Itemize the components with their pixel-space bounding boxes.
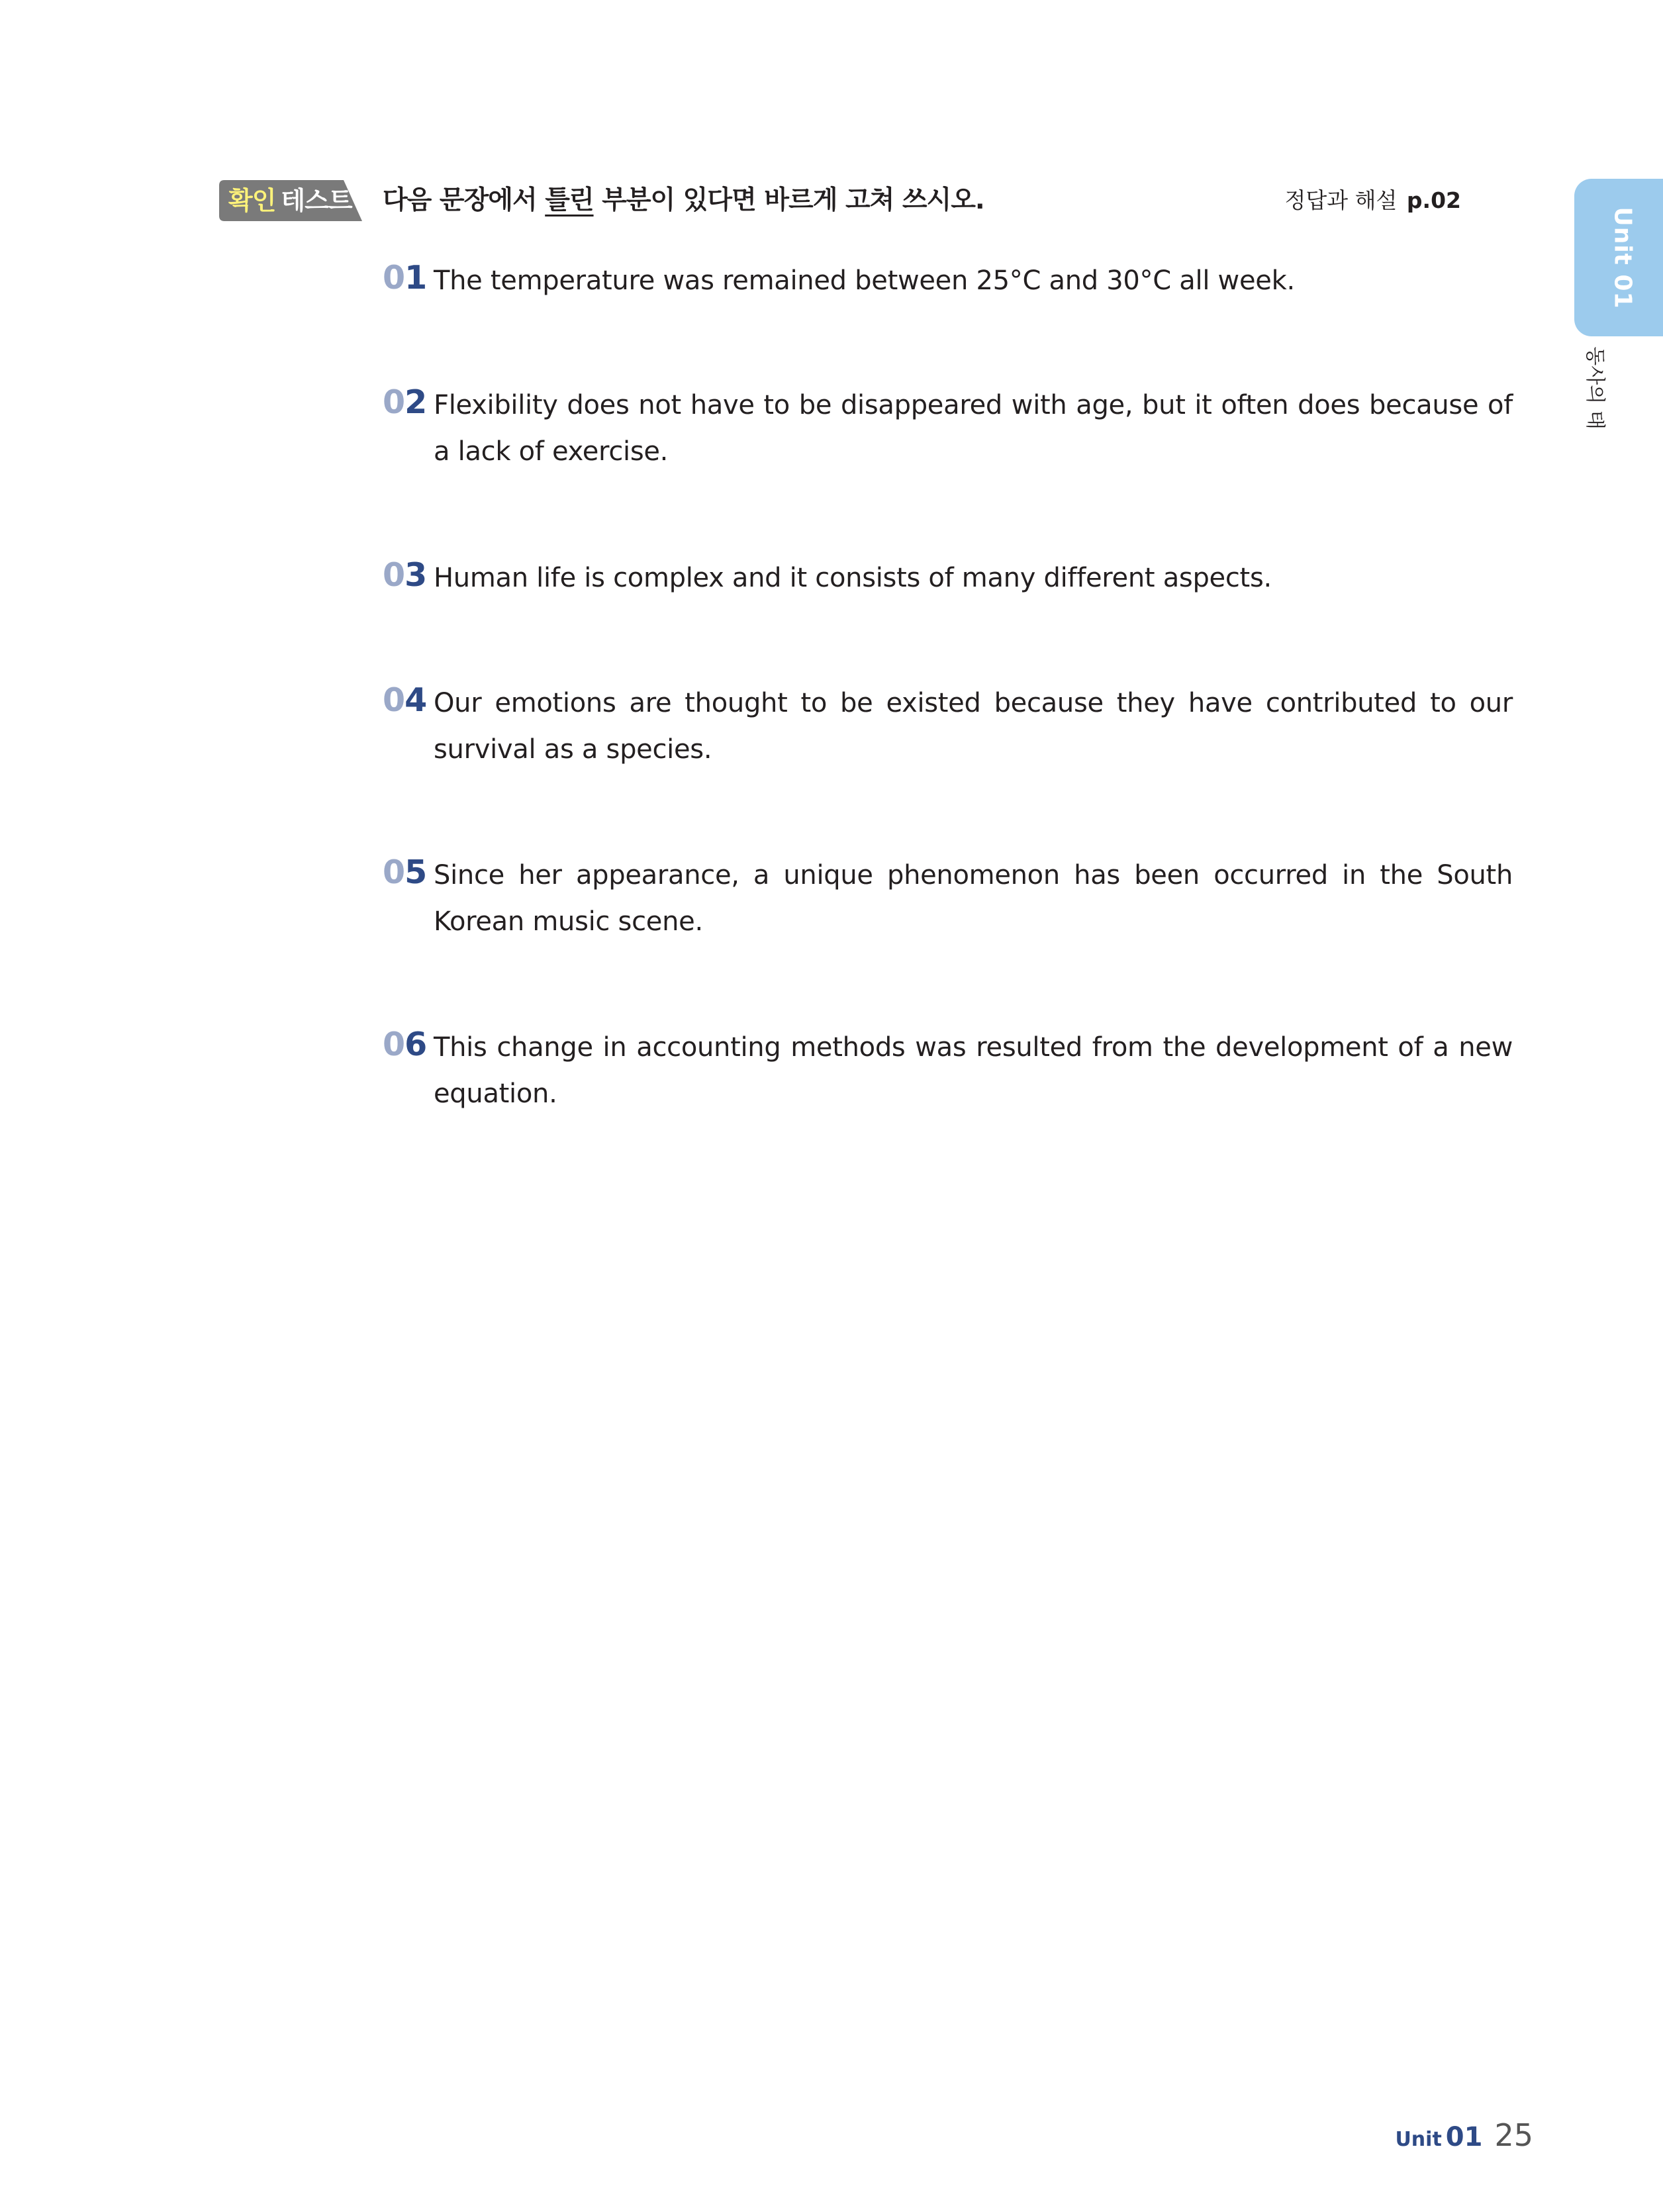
page-number: 25 [1494, 2117, 1533, 2153]
question-number: 04 [383, 681, 427, 719]
badge-label-rest: 테스트 [281, 186, 352, 215]
instruction-after: 부분이 있다면 바르게 고쳐 쓰시오. [593, 185, 984, 215]
unit-side-tab-label [1604, 206, 1641, 309]
question-number: 06 [383, 1026, 427, 1063]
question-text: This change in accounting methods was resulted from the development of a new equation. [434, 1032, 1513, 1109]
question-number: 03 [383, 556, 427, 594]
question-text: Human life is complex and it consists of many different aspects. [434, 563, 1272, 593]
question-text: Since her appearance, a unique phenomenon has been occurred in the South Korean music scene. [434, 860, 1513, 937]
unit-topic [1582, 346, 1613, 430]
answer-ref-page: p.02 [1406, 187, 1461, 213]
question-number: 02 [383, 383, 427, 421]
question-number: 05 [383, 853, 427, 891]
instruction-before: 다음 문장에서 [383, 185, 546, 215]
page-footer [1395, 2112, 1533, 2158]
footer-unit-number: 01 [1445, 2122, 1483, 2152]
badge-label [228, 183, 352, 218]
unit-side-tab-text: Unit 01 [1609, 206, 1637, 309]
instruction-underlined: 틀린 [545, 185, 594, 215]
question-text: The temperature was remained between 25°C and 30°C all week. [434, 265, 1295, 296]
badge-label-highlight: 확인 [228, 186, 276, 215]
answer-reference [1285, 180, 1461, 221]
question-text: Flexibility does not have to be disappeared with age, but it often does because of a lack of exercise. [434, 390, 1513, 467]
answer-ref-label: 정답과 해설 [1284, 187, 1398, 213]
question-text: Our emotions are thought to be existed because they have contributed to our survival as a species. [434, 688, 1513, 765]
footer-unit-label: Unit [1395, 2128, 1442, 2151]
instruction-text [383, 180, 984, 221]
unit-side-tab [1574, 179, 1663, 336]
question-number: 01 [383, 259, 427, 297]
unit-topic-text: 동사의 태 [1584, 346, 1607, 430]
